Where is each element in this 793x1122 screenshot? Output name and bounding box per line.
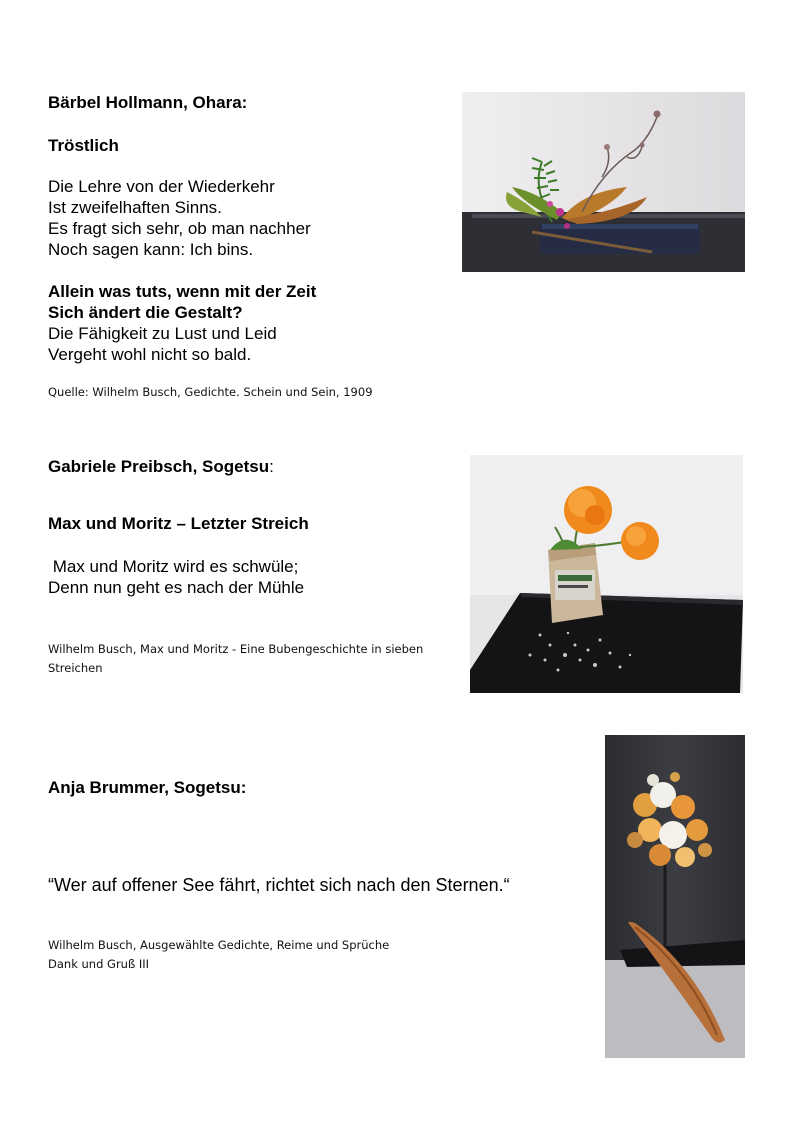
- author-heading: Anja Brummer, Sogetsu:: [48, 778, 247, 797]
- quote: “Wer auf offener See fährt, richtet sich nach den Sternen.“: [48, 875, 510, 895]
- poem-line: Die Fähigkeit zu Lust und Leid: [48, 324, 277, 343]
- source-line: Wilhelm Busch, Max und Moritz - Eine Bubengeschichte in sieben: [48, 642, 424, 656]
- arrangement-photo-marigolds: [470, 455, 743, 693]
- poem-line: Vergeht wohl nicht so bald.: [48, 345, 252, 364]
- poem-stanza: [48, 176, 311, 260]
- poem-line: Es fragt sich sehr, ob man nachher: [48, 219, 311, 238]
- source-citation: [48, 640, 423, 678]
- poem-line-bold: Allein was tuts, wenn mit der Zeit: [48, 282, 317, 301]
- poem-stanza: [48, 556, 304, 598]
- poem-line: Noch sagen kann: Ich bins.: [48, 240, 254, 259]
- source-line: Dank und Gruß III: [48, 957, 150, 971]
- arrangement-photo-ohara: [462, 92, 745, 272]
- author-heading: [48, 457, 274, 477]
- source-citation: [48, 936, 389, 974]
- author-heading: Bärbel Hollmann, Ohara:: [48, 93, 248, 112]
- poem-title: Tröstlich: [48, 136, 119, 155]
- author-colon: :: [269, 457, 274, 476]
- poem-line: Die Lehre von der Wiederkehr: [48, 177, 275, 196]
- poem-title: Max und Moritz – Letzter Streich: [48, 514, 309, 533]
- arrangement-photo-chrysanthemums: [605, 735, 745, 1058]
- source-line: Streichen: [48, 661, 103, 675]
- poem-line: Ist zweifelhaften Sinns.: [48, 198, 222, 217]
- poem-line: Max und Moritz wird es schwüle;: [48, 557, 299, 576]
- poem-line: Denn nun geht es nach der Mühle: [48, 578, 305, 597]
- source-citation: Quelle: Wilhelm Busch, Gedichte. Schein und Sein, 1909: [48, 385, 373, 399]
- poem-stanza: [48, 281, 316, 365]
- poem-line-bold: Sich ändert die Gestalt?: [48, 303, 243, 322]
- author-name: Gabriele Preibsch, Sogetsu: [48, 457, 270, 476]
- source-line: Wilhelm Busch, Ausgewählte Gedichte, Reime und Sprüche: [48, 938, 390, 952]
